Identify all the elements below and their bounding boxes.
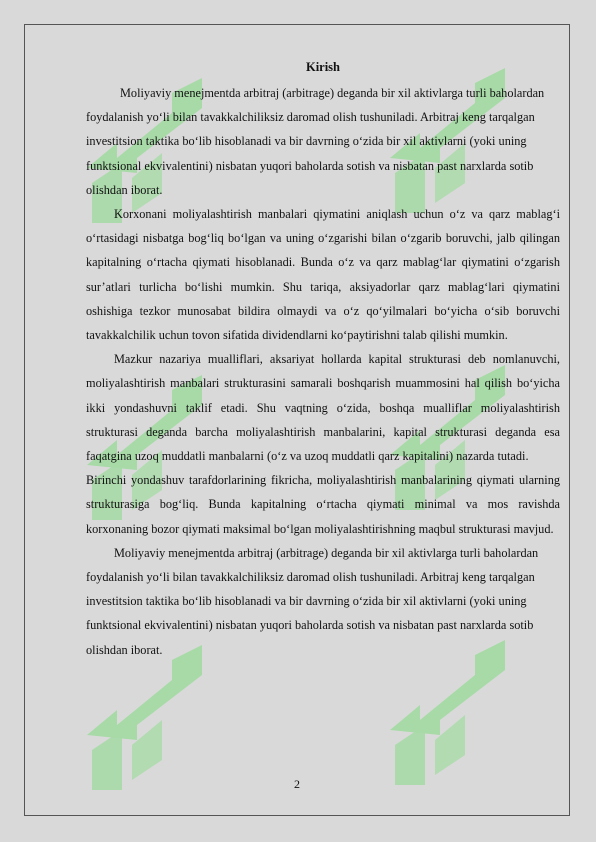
page-number: 2 xyxy=(294,777,300,791)
document-body xyxy=(86,57,560,662)
paragraph: Korxonani moliyalashtirish manbalari qiymatini aniqlash uchun o‘z va qarz mablag‘i o‘rtasidagi nisbatga bog‘liq bo‘lgan va uning o‘zgarishi bilan o‘zgarib boruvchi, jalb qilingan kapitalning o‘rtacha qiymati hisoblanadi. Bunda o‘z va qarz mablag‘lar qiymatini o‘zgarish sur’atlari turlicha bo‘lishi mumkin. Shu tariqa, aksiyadorlar qarz mablag‘lari qiymatini oshishiga tezkor munosabat bildira olmaydi va o‘z qo‘yilmalari bo‘yicha o‘sib boruvchi tavakkalchilik uchun tovon sifatida dividendlarni ko‘paytirishni talab qilishi mumkin. xyxy=(86,207,560,343)
document-page xyxy=(24,24,570,816)
paragraph: Moliyaviy menejmentda arbitraj (arbitrage) deganda bir xil aktivlarga turli baholardan foydalanish yo‘li bilan tavakkalchiliksiz daromad olish tushuniladi. Arbitraj keng tarqalgan investitsion taktika bo‘lib hisoblanadi va bir davrning o‘zida bir xil aktivlarni (yoki uning funktsional ekvivalentini) nisbatan yuqori baholarda sotish va nisbatan past narxlarda sotib olishdan iborat. xyxy=(86,545,539,657)
document-title: Kirish xyxy=(305,60,341,74)
paragraph: Moliyaviy menejmentda arbitraj (arbitrage) deganda bir xil aktivlarga turli baholardan foydalanish yo‘li bilan tavakkalchiliksiz daromad olish tushuniladi. Arbitraj keng tarqalgan investitsion taktika bo‘lib hisoblanadi va bir davrning o‘zida bir xil aktivlarni (yoki uning funktsional ekvivalentini) nisbatan yuqori baholarda sotish va nisbatan past narxlarda sotib olishdan iborat. xyxy=(86,86,545,197)
paragraph: Birinchi yondashuv tarafdorlarining fikricha, moliyalashtirish manbalarining qiymati ularning strukturasiga bog‘liq. Bunda kapitalning o‘rtacha qiymati minimal va mos ravishda korxonaning bozor qiymati maksimal bo‘lgan moliyalashtirishning maqbul strukturasi mavjud. xyxy=(86,473,560,536)
watermark-logo-icon xyxy=(77,640,207,790)
paragraph: Mazkur nazariya mualliflari, aksariyat hollarda kapital strukturasi deb nomlanuvchi, moliyalashtirish manbalari strukturasini samarali boshqarish muammosini hal qilish bo‘yicha ikki yondashuvni taklif etadi. Shu vaqtning o‘zida, boshqa mualliflar moliyalashtirish strukturasi deganda barcha moliyalashtirish manbalarini, kapital strukturasi deganda esa faqatgina uzoq muddatli manbalarni (o‘z va uzoq muddatli qarz kapitalini) nazarda tutadi. xyxy=(86,352,560,464)
